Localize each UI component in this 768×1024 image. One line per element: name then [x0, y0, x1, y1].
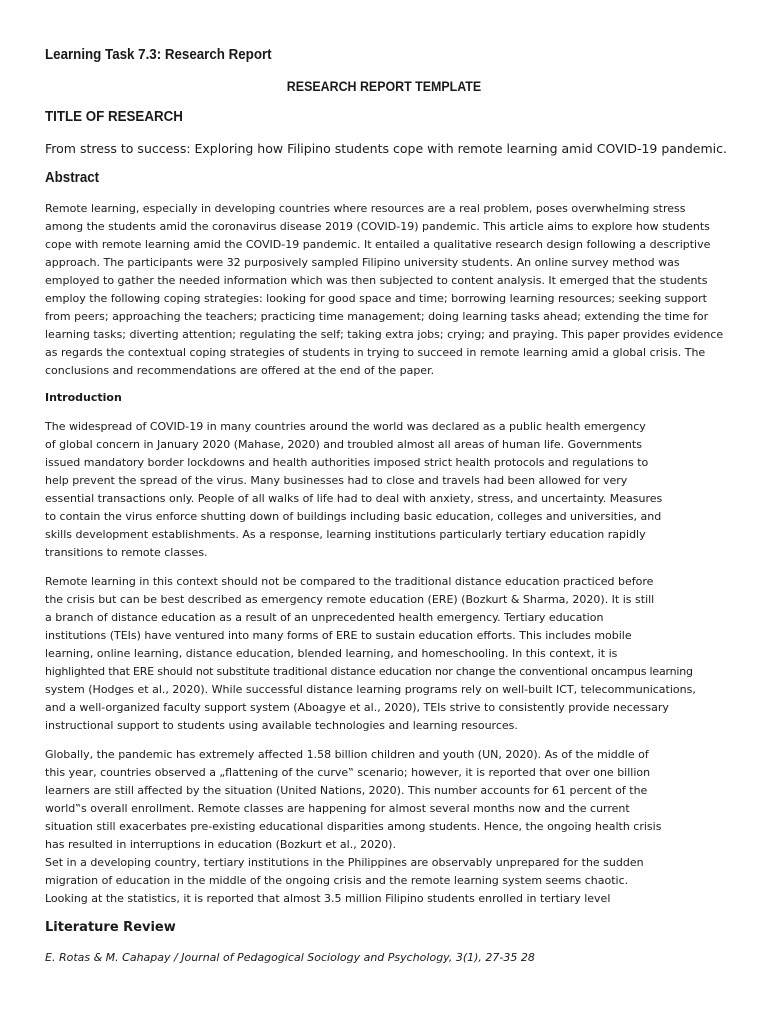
- abstract-line: conclusions and recommendations are offered at the end of the paper.: [45, 364, 435, 377]
- paragraph-line: instructional support to students using available technologies and learning resources.: [45, 719, 518, 732]
- paragraph-line: world‟s overall enrollment. Remote classes are happening for almost several months now and the current: [45, 802, 630, 815]
- paragraph-line: the crisis but can be best described as emergency remote education (ERE) (Bozkurt & Sharma, 2020). It is still: [45, 593, 655, 606]
- paragraph-line: Looking at the statistics, it is reported that almost 3.5 million Filipino students enrolled in tertiary level: [45, 892, 611, 905]
- paragraph-line: a branch of distance education as a result of an unprecedented health emergency. Tertiary education: [45, 611, 604, 624]
- paragraph-line: learners are still affected by the situation (United Nations, 2020). This number accounts for 61 percent of the: [45, 784, 648, 797]
- paragraph-line: and a well-organized faculty support system (Aboagye et al., 2020), TEIs strive to consistently provide necessary: [45, 701, 669, 714]
- paragraph-line: transitions to remote classes.: [45, 546, 208, 559]
- paragraph-line: essential transactions only. People of all walks of life had to deal with anxiety, stress, and uncertainty. Measures: [45, 492, 663, 505]
- paragraph-line: situation still exacerbates pre-existing educational disparities among students. Hence, the ongoing health crisis: [45, 820, 662, 833]
- abstract-line: approach. The participants were 32 purposively sampled Filipino university students. An online survey method was: [45, 256, 680, 269]
- introduction-paragraph-2: [45, 573, 696, 735]
- abstract-line: among the students amid the coronavirus disease 2019 (COVID-19) pandemic. This article aims to explore how students: [45, 220, 710, 233]
- research-title: From stress to success: Exploring how Filipino students cope with remote learning amid COVID-19 pandemic.: [45, 141, 727, 156]
- abstract-paragraph: [45, 200, 723, 380]
- template-title: RESEARCH REPORT TEMPLATE: [286, 79, 482, 94]
- literature-review-heading: Literature Review: [45, 920, 176, 935]
- introduction-paragraph-3: [45, 746, 661, 908]
- paragraph-line: help prevent the spread of the virus. Many businesses had to close and travels had been allowed for very: [45, 474, 628, 487]
- paragraph-line: skills development establishments. As a response, learning institutions particularly tertiary education rapidly: [45, 528, 646, 541]
- paragraph-line: of global concern in January 2020 (Mahase, 2020) and troubled almost all areas of human life. Governments: [45, 438, 642, 451]
- paragraph-line: to contain the virus enforce shutting down of buildings including basic education, colleges and universities, and: [45, 510, 662, 523]
- paragraph-line: Globally, the pandemic has extremely affected 1.58 billion children and youth (UN, 2020). As of the middle of: [45, 748, 649, 761]
- journal-citation: E. Rotas & M. Cahapay / Journal of Pedagogical Sociology and Psychology, 3(1), 27-35 28: [45, 951, 535, 964]
- research-title-heading: TITLE OF RESEARCH: [45, 109, 183, 125]
- task-title: Learning Task 7.3: Research Report: [45, 47, 272, 63]
- abstract-heading: Abstract: [45, 170, 100, 186]
- paragraph-line: migration of education in the middle of the ongoing crisis and the remote learning system seems chaotic.: [45, 874, 629, 887]
- paragraph-line: institutions (TEIs) have ventured into many forms of ERE to sustain education efforts. This includes mobile: [45, 629, 632, 642]
- paragraph-line: issued mandatory border lockdowns and health authorities imposed strict health protocols and regulations to: [45, 456, 649, 469]
- abstract-line: employ the following coping strategies: looking for good space and time; borrowing learning resources; seeking support: [45, 292, 707, 305]
- abstract-line: employed to gather the needed information which was then subjected to content analysis. It emerged that the students: [45, 274, 708, 287]
- paragraph-line: system (Hodges et al., 2020). While successful distance learning programs rely on well-built ICT, telecommunications,: [45, 683, 696, 696]
- paragraph-line: Remote learning in this context should not be compared to the traditional distance education practiced before: [45, 575, 654, 588]
- paragraph-line: The widespread of COVID-19 in many countries around the world was declared as a public health emergency: [45, 420, 646, 433]
- abstract-line: as regards the contextual coping strategies of students in trying to succeed in remote learning amid a global crisis. The: [45, 346, 706, 359]
- paragraph-line: Set in a developing country, tertiary institutions in the Philippines are observably unprepared for the sudden: [45, 856, 644, 869]
- abstract-line: from peers; approaching the teachers; practicing time management; doing learning tasks ahead; extending the time for: [45, 310, 709, 323]
- paragraph-line: highlighted that ERE should not substitute traditional distance education nor change the conventional oncampus learning: [45, 665, 693, 678]
- abstract-line: cope with remote learning amid the COVID-19 pandemic. It entailed a qualitative research design following a descriptive: [45, 238, 711, 251]
- introduction-heading: Introduction: [45, 391, 122, 404]
- paragraph-line: learning, online learning, distance education, blended learning, and homeschooling. In this context, it is: [45, 647, 618, 660]
- paragraph-line: this year, countries observed a „flattening of the curve‟ scenario; however, it is reported that over one billion: [45, 766, 651, 779]
- abstract-line: Remote learning, especially in developing countries where resources are a real problem, poses overwhelming stress: [45, 202, 686, 215]
- introduction-paragraph-1: [45, 418, 662, 562]
- paragraph-line: has resulted in interruptions in education (Bozkurt et al., 2020).: [45, 838, 396, 851]
- abstract-line: learning tasks; diverting attention; regulating the self; taking extra jobs; crying; and praying. This paper provides evidence: [45, 328, 724, 341]
